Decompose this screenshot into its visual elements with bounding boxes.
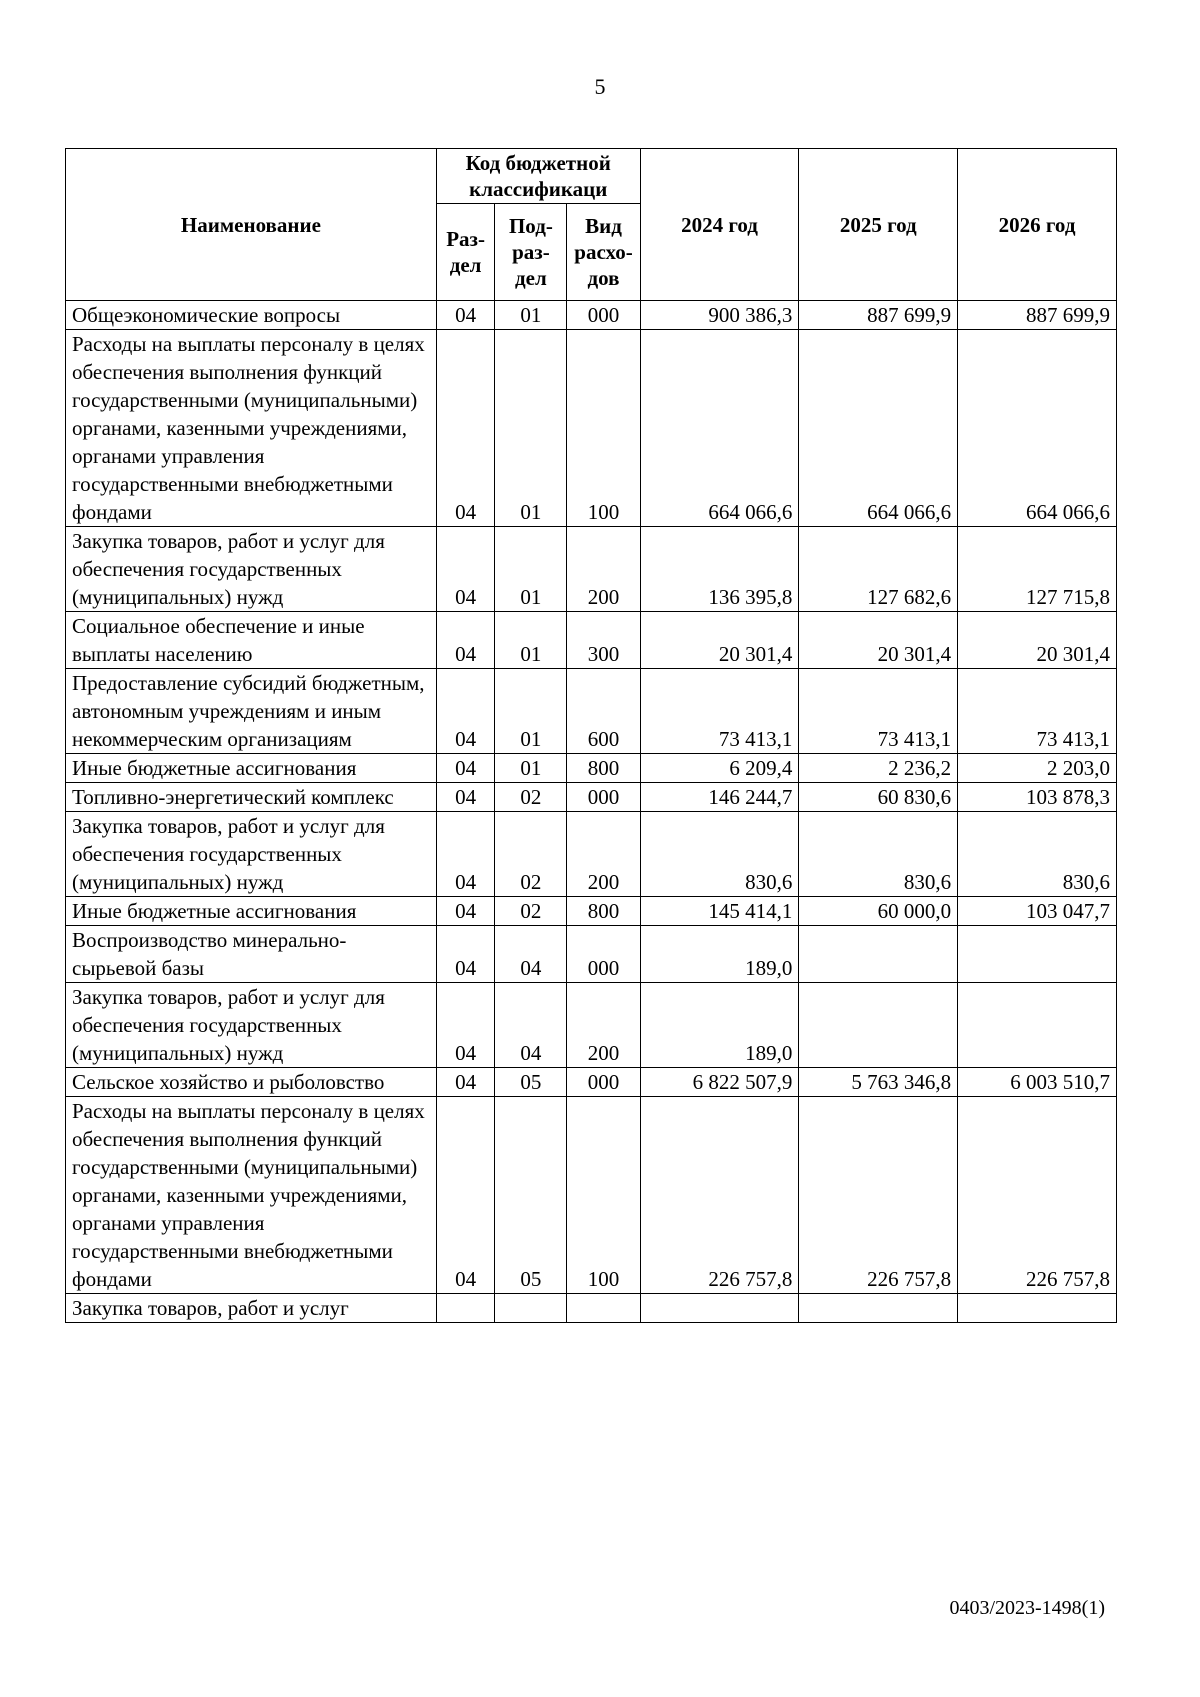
table-row [66, 754, 1117, 783]
row-razdel: 04 [436, 669, 495, 754]
table-row [66, 527, 1117, 612]
table-row [66, 612, 1117, 669]
table-row [66, 897, 1117, 926]
page-number: 5 [594, 74, 606, 99]
row-razdel: 04 [436, 1097, 495, 1294]
row-value-2024: 73 413,1 [640, 669, 799, 754]
row-razdel [436, 1294, 495, 1323]
row-value-2026: 830,6 [958, 812, 1117, 897]
row-value-2026: 2 203,0 [958, 754, 1117, 783]
row-razdel: 04 [436, 897, 495, 926]
row-podrazdel: 02 [495, 783, 567, 812]
table-row [66, 1068, 1117, 1097]
table-body [66, 301, 1117, 1323]
row-vid: 000 [567, 301, 640, 330]
row-value-2026: 103 878,3 [958, 783, 1117, 812]
row-podrazdel: 01 [495, 301, 567, 330]
row-name: Расходы на выплаты персоналу в целях обеспечения выполнения функций государственными (муниципальными) органами, казенными учреждениями, органами управления государственными внебюджетными фондами [66, 1097, 437, 1294]
row-podrazdel: 01 [495, 669, 567, 754]
row-value-2024 [640, 1294, 799, 1323]
row-vid: 800 [567, 897, 640, 926]
row-name: Топливно-энергетический комплекс [66, 783, 437, 812]
row-value-2024: 226 757,8 [640, 1097, 799, 1294]
row-value-2024: 664 066,6 [640, 330, 799, 527]
row-value-2025: 60 000,0 [799, 897, 958, 926]
row-name: Воспроизводство минерально-сырьевой базы [66, 926, 437, 983]
row-vid: 600 [567, 669, 640, 754]
row-value-2025: 664 066,6 [799, 330, 958, 527]
header-razdel: Раз- дел [436, 204, 495, 301]
row-value-2024: 20 301,4 [640, 612, 799, 669]
row-name: Предоставление субсидий бюджетным, автономным учреждениям и иным некоммерческим организациям [66, 669, 437, 754]
row-podrazdel: 01 [495, 612, 567, 669]
row-value-2024: 146 244,7 [640, 783, 799, 812]
table-row [66, 1097, 1117, 1294]
row-value-2026: 73 413,1 [958, 669, 1117, 754]
row-vid: 200 [567, 527, 640, 612]
header-vid: Вид расхо- дов [567, 204, 640, 301]
row-name: Расходы на выплаты персоналу в целях обеспечения выполнения функций государственными (муниципальными) органами, казенными учреждениями, органами управления государственными внебюджетными фондами [66, 330, 437, 527]
header-code-group: Код бюджетной классификаци [436, 149, 640, 204]
row-name: Иные бюджетные ассигнования [66, 754, 437, 783]
row-vid: 200 [567, 812, 640, 897]
row-podrazdel: 02 [495, 812, 567, 897]
row-podrazdel: 01 [495, 527, 567, 612]
row-podrazdel: 02 [495, 897, 567, 926]
row-value-2025: 73 413,1 [799, 669, 958, 754]
header-name: Наименование [66, 149, 437, 301]
header-year-2026: 2026 год [958, 149, 1117, 301]
row-value-2026: 127 715,8 [958, 527, 1117, 612]
row-value-2026 [958, 926, 1117, 983]
row-value-2024: 189,0 [640, 983, 799, 1068]
row-vid: 200 [567, 983, 640, 1068]
row-podrazdel [495, 1294, 567, 1323]
row-vid: 100 [567, 1097, 640, 1294]
row-name: Социальное обеспечение и иные выплаты населению [66, 612, 437, 669]
row-razdel: 04 [436, 527, 495, 612]
row-vid: 300 [567, 612, 640, 669]
row-value-2026: 20 301,4 [958, 612, 1117, 669]
row-value-2024: 145 414,1 [640, 897, 799, 926]
row-name: Закупка товаров, работ и услуг для обеспечения государственных (муниципальных) нужд [66, 527, 437, 612]
row-name: Общеэкономические вопросы [66, 301, 437, 330]
row-razdel: 04 [436, 926, 495, 983]
row-value-2024: 900 386,3 [640, 301, 799, 330]
row-value-2026: 887 699,9 [958, 301, 1117, 330]
row-value-2024: 830,6 [640, 812, 799, 897]
row-vid: 800 [567, 754, 640, 783]
table-row [66, 983, 1117, 1068]
header-podrazdel: Под- раз- дел [495, 204, 567, 301]
table-row [66, 1294, 1117, 1323]
row-razdel: 04 [436, 754, 495, 783]
row-vid: 000 [567, 783, 640, 812]
table-row [66, 783, 1117, 812]
row-razdel: 04 [436, 1068, 495, 1097]
row-value-2025 [799, 983, 958, 1068]
table-row [66, 669, 1117, 754]
row-razdel: 04 [436, 783, 495, 812]
row-value-2026: 664 066,6 [958, 330, 1117, 527]
row-value-2025 [799, 926, 958, 983]
row-value-2025: 226 757,8 [799, 1097, 958, 1294]
row-value-2026: 226 757,8 [958, 1097, 1117, 1294]
row-value-2026: 6 003 510,7 [958, 1068, 1117, 1097]
row-razdel: 04 [436, 330, 495, 527]
table-row [66, 330, 1117, 527]
row-vid: 000 [567, 1068, 640, 1097]
row-value-2024: 6 822 507,9 [640, 1068, 799, 1097]
budget-table [65, 148, 1117, 1323]
row-podrazdel: 01 [495, 754, 567, 783]
row-value-2025: 60 830,6 [799, 783, 958, 812]
row-razdel: 04 [436, 812, 495, 897]
table-row [66, 812, 1117, 897]
row-podrazdel: 04 [495, 926, 567, 983]
table-row [66, 926, 1117, 983]
row-podrazdel: 01 [495, 330, 567, 527]
header-year-2025: 2025 год [799, 149, 958, 301]
row-value-2024: 6 209,4 [640, 754, 799, 783]
row-razdel: 04 [436, 983, 495, 1068]
row-vid: 000 [567, 926, 640, 983]
document-code: 0403/2023-1498(1) [949, 1597, 1105, 1619]
table-header [66, 149, 1117, 301]
row-value-2026 [958, 983, 1117, 1068]
row-name: Закупка товаров, работ и услуг для обеспечения государственных (муниципальных) нужд [66, 983, 437, 1068]
row-name: Закупка товаров, работ и услуг для обеспечения государственных (муниципальных) нужд [66, 812, 437, 897]
row-value-2024: 136 395,8 [640, 527, 799, 612]
row-razdel: 04 [436, 301, 495, 330]
row-name: Иные бюджетные ассигнования [66, 897, 437, 926]
row-value-2024: 189,0 [640, 926, 799, 983]
row-value-2025: 887 699,9 [799, 301, 958, 330]
row-name: Закупка товаров, работ и услуг [66, 1294, 437, 1323]
row-podrazdel: 05 [495, 1068, 567, 1097]
row-value-2025: 2 236,2 [799, 754, 958, 783]
row-value-2025: 5 763 346,8 [799, 1068, 958, 1097]
row-name: Сельское хозяйство и рыболовство [66, 1068, 437, 1097]
row-podrazdel: 04 [495, 983, 567, 1068]
row-podrazdel: 05 [495, 1097, 567, 1294]
row-razdel: 04 [436, 612, 495, 669]
row-vid: 100 [567, 330, 640, 527]
table-row [66, 301, 1117, 330]
row-value-2025: 20 301,4 [799, 612, 958, 669]
row-vid [567, 1294, 640, 1323]
row-value-2025: 830,6 [799, 812, 958, 897]
row-value-2025 [799, 1294, 958, 1323]
row-value-2026: 103 047,7 [958, 897, 1117, 926]
row-value-2025: 127 682,6 [799, 527, 958, 612]
header-year-2024: 2024 год [640, 149, 799, 301]
row-value-2026 [958, 1294, 1117, 1323]
